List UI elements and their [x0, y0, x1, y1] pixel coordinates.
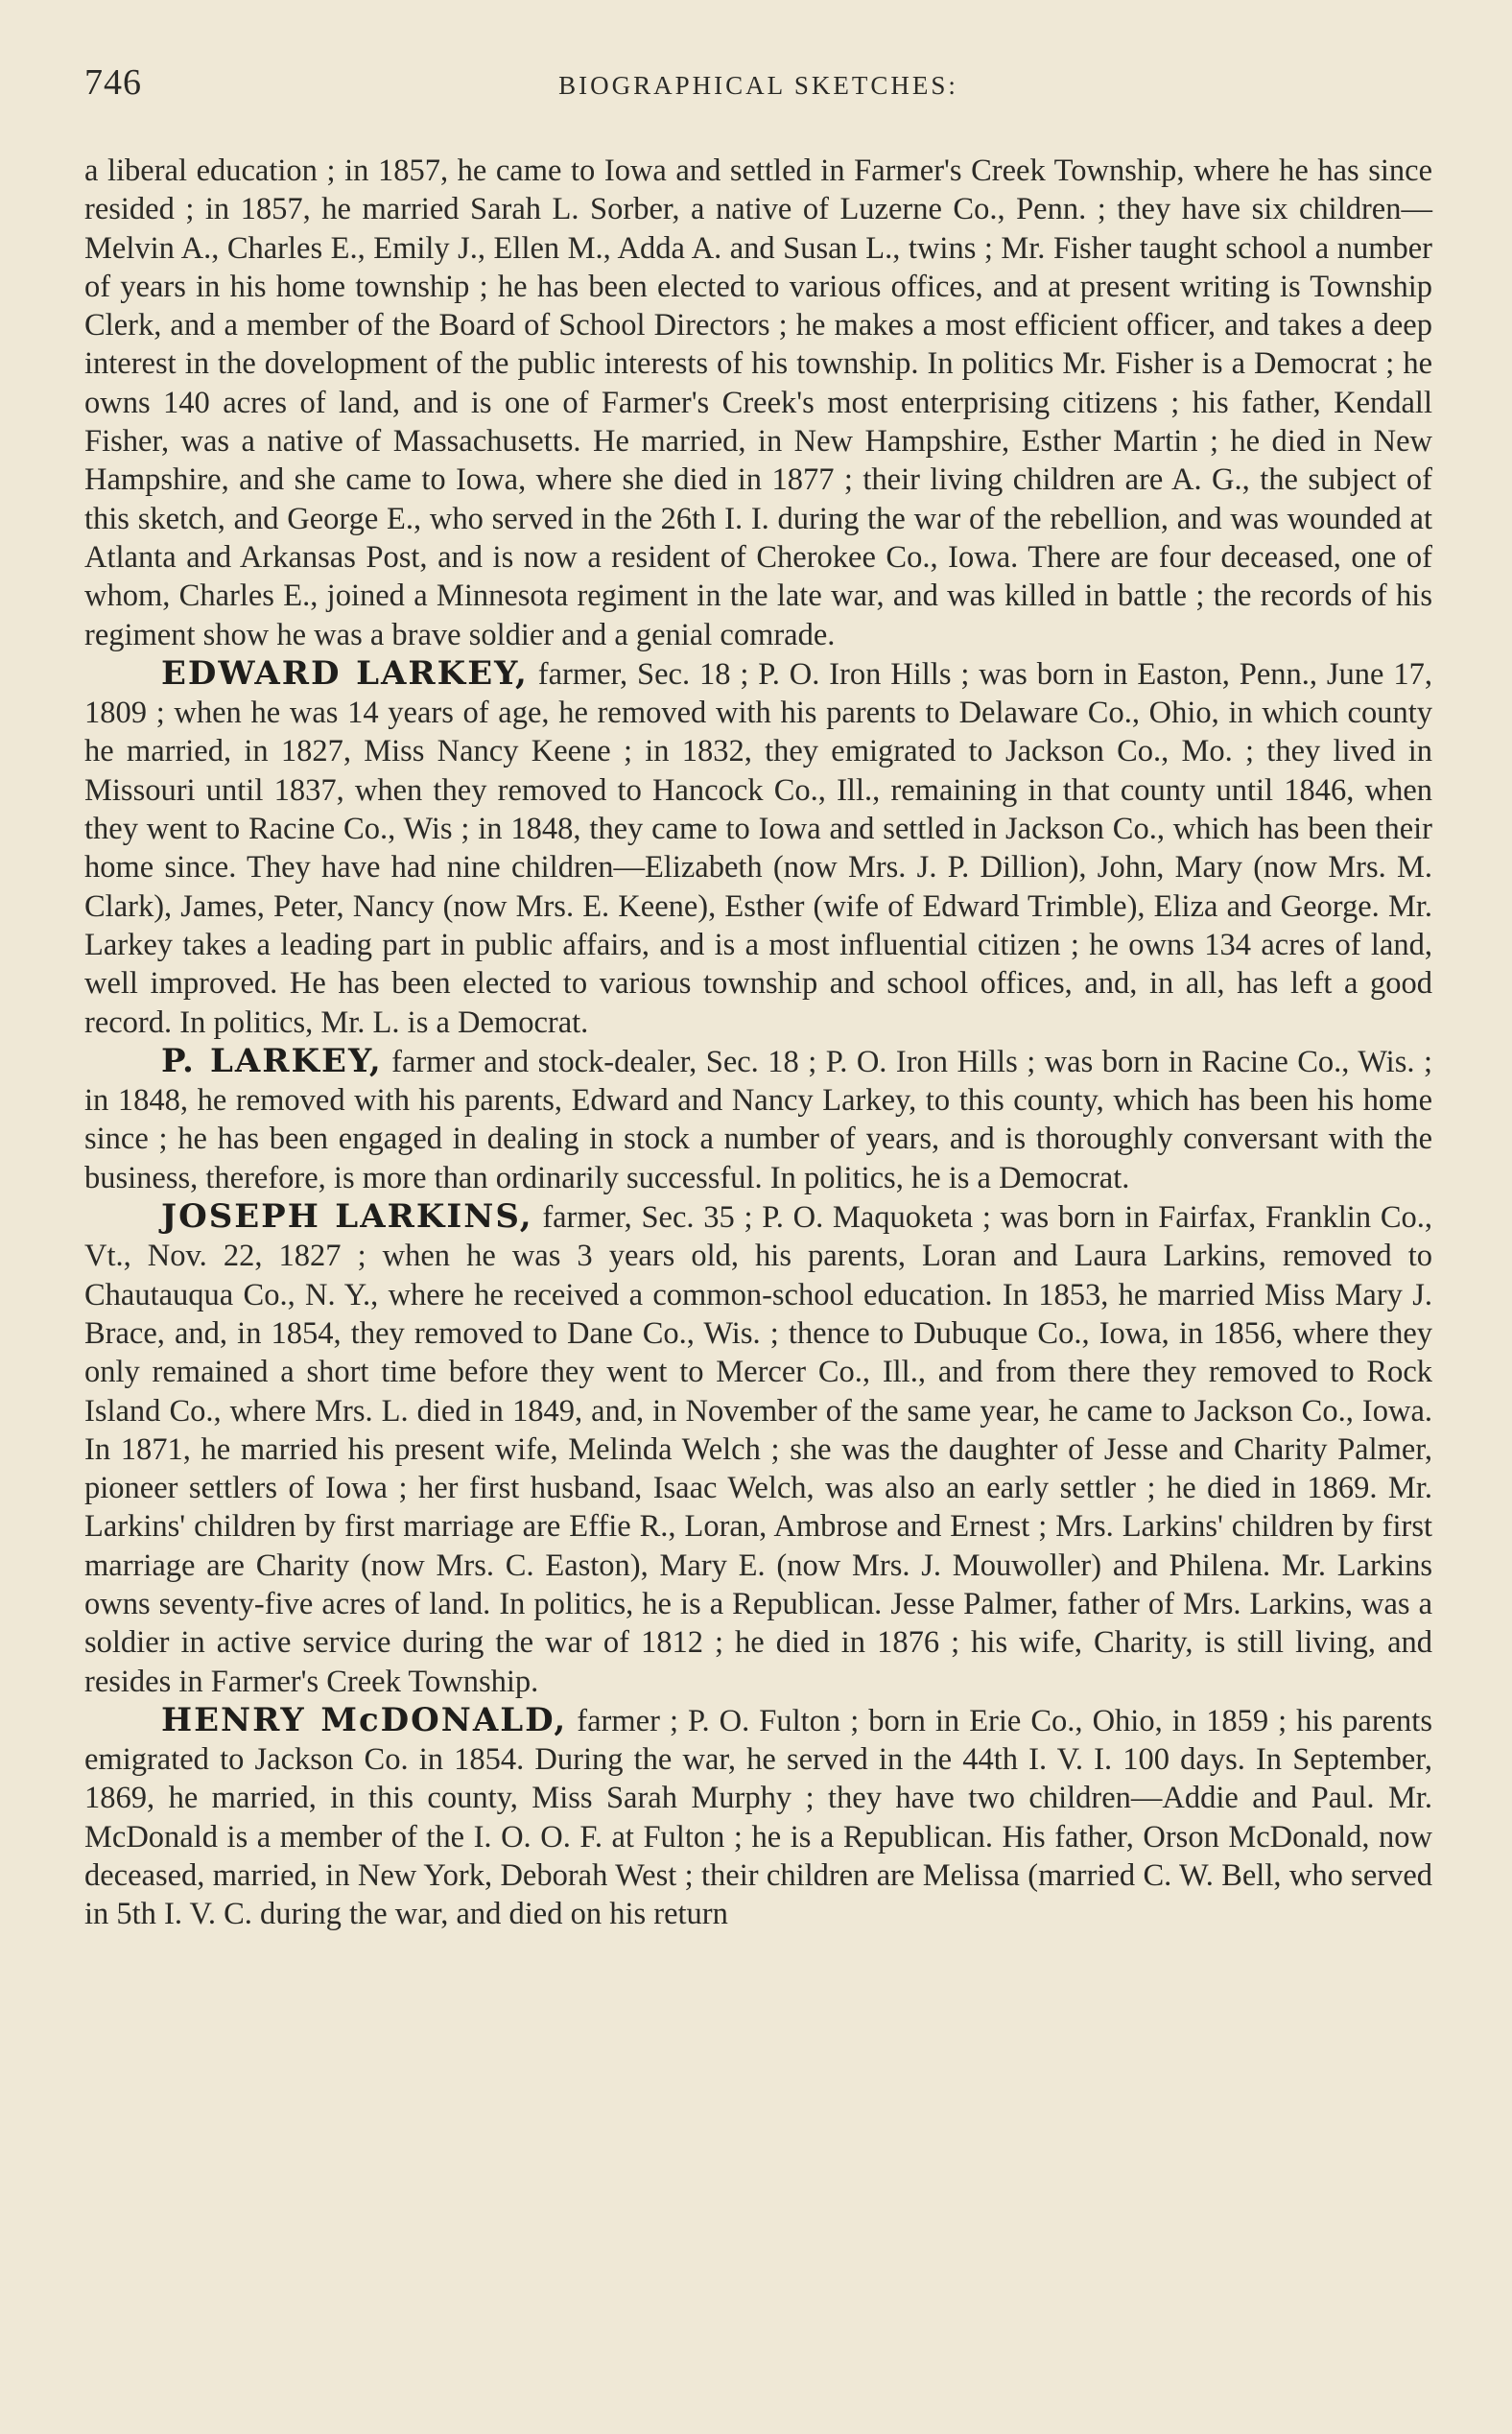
page-number: 746 — [84, 62, 142, 103]
entry-edward-larkey — [84, 654, 1432, 1042]
paragraph-fisher-continued — [84, 152, 1432, 654]
entry-text: farmer and stock-dealer, Sec. 18 ; P. O. Iron Hills ; was born in Racine Co., Wis. ; in 1848, he removed with his parents, Edward and Nancy Larkey, to this county, which has been his home since ; he has been engaged in dealing in stock a number of years, and is thoroughly conversant with the business, therefore, is more than ordinarily successful. In politics, he is a Democrat. — [84, 1044, 1432, 1195]
entry-henry-mcdonald — [84, 1701, 1432, 1934]
entry-text: farmer ; P. O. Fulton ; born in Erie Co., Ohio, in 1859 ; his parents emigrated to Jackson Co. in 1854. During the war, he served in the 44th I. V. I. 100 days. In September, 1869, he married, in this county, Miss Sarah Murphy ; they have two children—Addie and Paul. Mr. McDonald is a member of the I. O. O. F. at Fulton ; he is a Republican. His father, Orson McDonald, now deceased, married, in New York, Deborah West ; their children are Melissa (married C. W. Bell, who served in 5th I. V. C. during the war, and died on his return — [84, 1703, 1432, 1932]
running-head — [84, 58, 1432, 115]
entry-joseph-larkins — [84, 1197, 1432, 1701]
entry-name: EDWARD LARKEY, — [161, 653, 529, 693]
entry-p-larkey — [84, 1042, 1432, 1197]
entry-text: farmer, Sec. 18 ; P. O. Iron Hills ; was born in Easton, Penn., June 17, 1809 ; when he was 14 years of age, he removed with his parents to Delaware Co., Ohio, in which county he married, in 1827, Miss Nancy Keene ; in 1832, they emigrated to Jackson Co., Mo. ; they lived in Missouri until 1837, when they removed to Hancock Co., Ill., remaining in that county until 1846, when they went to Racine Co., Wis ; in 1848, they came to Iowa and settled in Jackson Co., which has been their home since. They have had nine children—Elizabeth (now Mrs. J. P. Dillion), John, Mary (now Mrs. M. Clark), James, Peter, Nancy (now Mrs. E. Keene), Esther (wife of Edward Trimble), Eliza and George. Mr. Larkey takes a leading part in public affairs, and is a most influential citizen ; he owns 134 acres of land, well improved. He has been elected to various township and school offices, and, in all, has left a good record. In politics, Mr. L. is a Democrat. — [84, 656, 1432, 1040]
paragraph-text: a liberal education ; in 1857, he came to Iowa and settled in Farmer's Creek Township, where he has since resided ; in 1857, he married Sarah L. Sorber, a native of Luzerne Co., Penn. ; they have six children—Melvin A., Charles E., Emily J., Ellen M., Adda A. and Susan L., twins ; Mr. Fisher taught school a number of years in his home township ; he has been elected to various offices, and at present writing is Township Clerk, and a member of the Board of School Directors ; he makes a most efficient officer, and takes a deep interest in the dovelopment of the public interests of his township. In politics Mr. Fisher is a Democrat ; he owns 140 acres of land, and is one of Farmer's Creek's most enterprising citizens ; his father, Kendall Fisher, was a native of Massachusetts. He married, in New Hampshire, Esther Martin ; he died in New Hampshire, and she came to Iowa, where she died in 1877 ; their living children are A. G., the subject of this sketch, and George E., who served in the 26th I. I. during the war of the rebellion, and was wounded at Atlanta and Arkansas Post, and is now a resident of Cherokee Co., Iowa. There are four deceased, one of whom, Charles E., joined a Minnesota regiment in the late war, and was killed in battle ; the records of his regiment show he was a brave soldier and a genial comrade. — [84, 154, 1432, 652]
running-title: BIOGRAPHICAL SKETCHES: — [558, 71, 958, 100]
entry-name: P. LARKEY, — [161, 1041, 383, 1080]
entry-text: farmer, Sec. 35 ; P. O. Maquoketa ; was born in Fairfax, Franklin Co., Vt., Nov. 22, 1827 ; when he was 3 years old, his parents, Loran and Laura Larkins, removed to Chautauqua Co., N. Y., where he received a common-school education. In 1853, he married Miss Mary J. Brace, and, in 1854, they removed to Dane Co., Wis. ; thence to Dubuque Co., Iowa, in 1856, where they only remained a short time before they went to Mercer Co., Ill., and from there they removed to Rock Island Co., where Mrs. L. died in 1849, and, in November of the same year, he came to Jackson Co., Iowa. In 1871, he married his present wife, Melinda Welch ; she was the daughter of Jesse and Charity Palmer, pioneer settlers of Iowa ; her first husband, Isaac Welch, was also an early settler ; he died in 1869. Mr. Larkins' children by first marriage are Effie R., Loran, Ambrose and Ernest ; Mrs. Larkins' children by first marriage are Charity (now Mrs. C. Easton), Mary E. (now Mrs. J. Mouwoller) and Philena. Mr. Larkins owns seventy-five acres of land. In politics, he is a Republican. Jesse Palmer, father of Mrs. Larkins, was a soldier in active service during the war of 1812 ; he died in 1876 ; his wife, Charity, is still living, and resides in Farmer's Creek Township. — [84, 1200, 1432, 1699]
document-page — [84, 58, 1432, 1934]
page-body — [84, 152, 1432, 1934]
entry-name: HENRY McDONALD, — [161, 1700, 568, 1739]
entry-name: JOSEPH LARKINS, — [161, 1197, 533, 1237]
